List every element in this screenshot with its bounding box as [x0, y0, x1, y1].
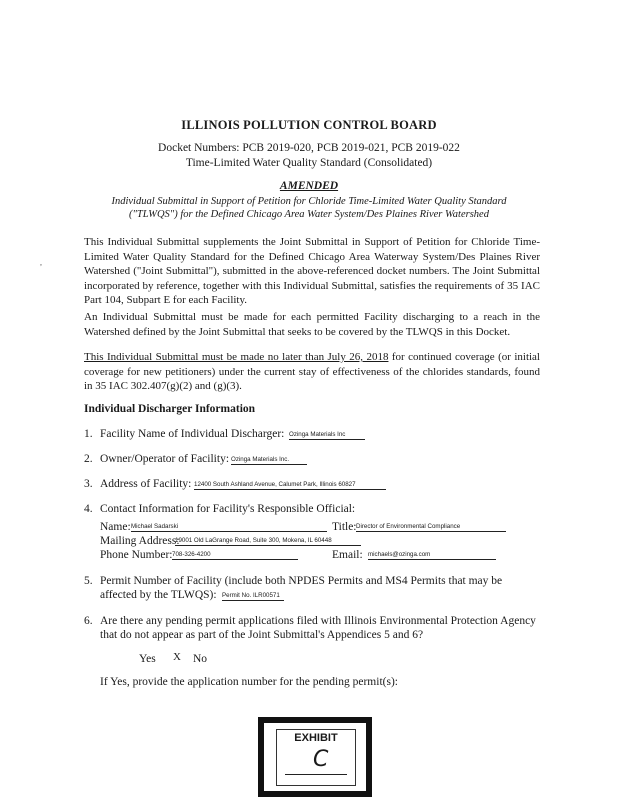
item-number-3: 3.	[84, 478, 93, 490]
deadline-underlined: This Individual Submittal must be made no later than July 26, 2018	[84, 351, 389, 363]
permit-number-label-2: affected by the TLWQS):	[100, 589, 217, 601]
pending-permit-question-2: that do not appear as part of the Joint Submittal's Appendices 5 and 6?	[100, 629, 424, 641]
paragraph-requirement: An Individual Submittal must be made for each permitted Facility discharging to a reach in the Watershed defined by the Joint Submittal that seeks to be covered by the TLWQS in this Docket.	[84, 311, 540, 338]
item-number-1: 1.	[84, 428, 93, 440]
board-title: ILLINOIS POLLUTION CONTROL BOARD	[181, 118, 437, 132]
contact-title-field[interactable]: Director of Environmental Compliance	[356, 522, 506, 532]
docket-numbers: Docket Numbers: PCB 2019-020, PCB 2019-021, PCB 2019-022	[158, 142, 460, 154]
docket-subtitle: Time-Limited Water Quality Standard (Consolidated)	[185, 157, 433, 169]
subtitle-line-1: Individual Submittal in Support of Petition for Chloride Time-Limited Water Quality Standard	[111, 196, 507, 207]
contact-name-field[interactable]: Michael Sadarski	[131, 522, 327, 532]
contact-info-label: Contact Information for Facility's Responsible Official:	[100, 503, 356, 515]
exhibit-title: EXHIBIT	[294, 732, 338, 744]
item-number-5: 5.	[84, 575, 93, 587]
item-number-2: 2.	[84, 453, 93, 465]
subtitle-line-2: ("TLWQS") for the Defined Chicago Area Water System/Des Plaines River Watershed	[129, 209, 489, 220]
mailing-address-label: Mailing Address:	[100, 535, 180, 547]
mailing-address-field[interactable]: 19001 Old LaGrange Road, Suite 300, Mokena, IL 60448	[175, 536, 361, 546]
facility-address-label: Address of Facility:	[100, 478, 192, 490]
owner-operator-field[interactable]: Ozinga Materials Inc.	[231, 455, 307, 465]
phone-number-label: Phone Number:	[100, 549, 173, 561]
yes-option[interactable]: Yes	[139, 653, 156, 665]
amended-label: AMENDED	[279, 180, 339, 192]
owner-operator-label: Owner/Operator of Facility:	[100, 453, 230, 465]
facility-name-label: Facility Name of Individual Discharger:	[100, 428, 285, 440]
document-subtitle	[0, 195, 618, 221]
exhibit-sticker	[258, 717, 372, 797]
if-yes-instruction: If Yes, provide the application number for the pending permit(s):	[100, 676, 398, 688]
item-number-4: 4.	[84, 503, 93, 515]
phone-number-field[interactable]: 708-326-4200	[172, 550, 298, 560]
section-heading: Individual Discharger Information	[84, 403, 256, 415]
exhibit-inner-frame	[276, 729, 356, 786]
item-number-6: 6.	[84, 615, 93, 627]
exhibit-letter: C	[313, 747, 329, 772]
permit-number-label: Permit Number of Facility (include both NPDES Permits and MS4 Permits that may be	[100, 575, 503, 587]
paragraph-deadline	[84, 350, 540, 394]
answer-mark[interactable]: X	[173, 651, 181, 663]
contact-name-label: Name:	[100, 521, 131, 533]
facility-address-field[interactable]: 12400 South Ashland Avenue, Calumet Park, Illinois 60827	[194, 480, 386, 490]
contact-title-label: Title:	[332, 521, 357, 533]
pending-permit-question: Are there any pending permit applications filed with Illinois Environmental Protection Agency	[100, 615, 536, 627]
facility-name-field[interactable]: Ozinga Materials Inc	[289, 430, 365, 440]
margin-mark: ,	[40, 258, 42, 267]
no-option[interactable]: No	[193, 653, 208, 665]
paragraph-intro: This Individual Submittal supplements the Joint Submittal in Support of Petition for Chloride Time-Limited Water Quality Standard for the Defined Chicago Area Waterway System/Des Plaines River Watershed ("Joint Submittal"), submitted in the above-referenced docket numbers. The Joint Submittal incorporated by reference, together with this Individual Submittal, satisfies the requirements of 35 IAC Part 104, Subpart E for each Facility.	[84, 236, 540, 307]
exhibit-underline	[285, 774, 347, 775]
email-label: Email:	[332, 549, 363, 561]
permit-number-field[interactable]: Permit No. ILR00571	[222, 591, 284, 601]
email-field[interactable]: michaels@ozinga.com	[368, 550, 496, 560]
deadline-rest: for continued coverage (or initial coverage for new petitioners) under the current stay of effectiveness of the chlorides standards, found in 35 IAC 302.407(g)(2) and (g)(3).	[84, 351, 540, 393]
